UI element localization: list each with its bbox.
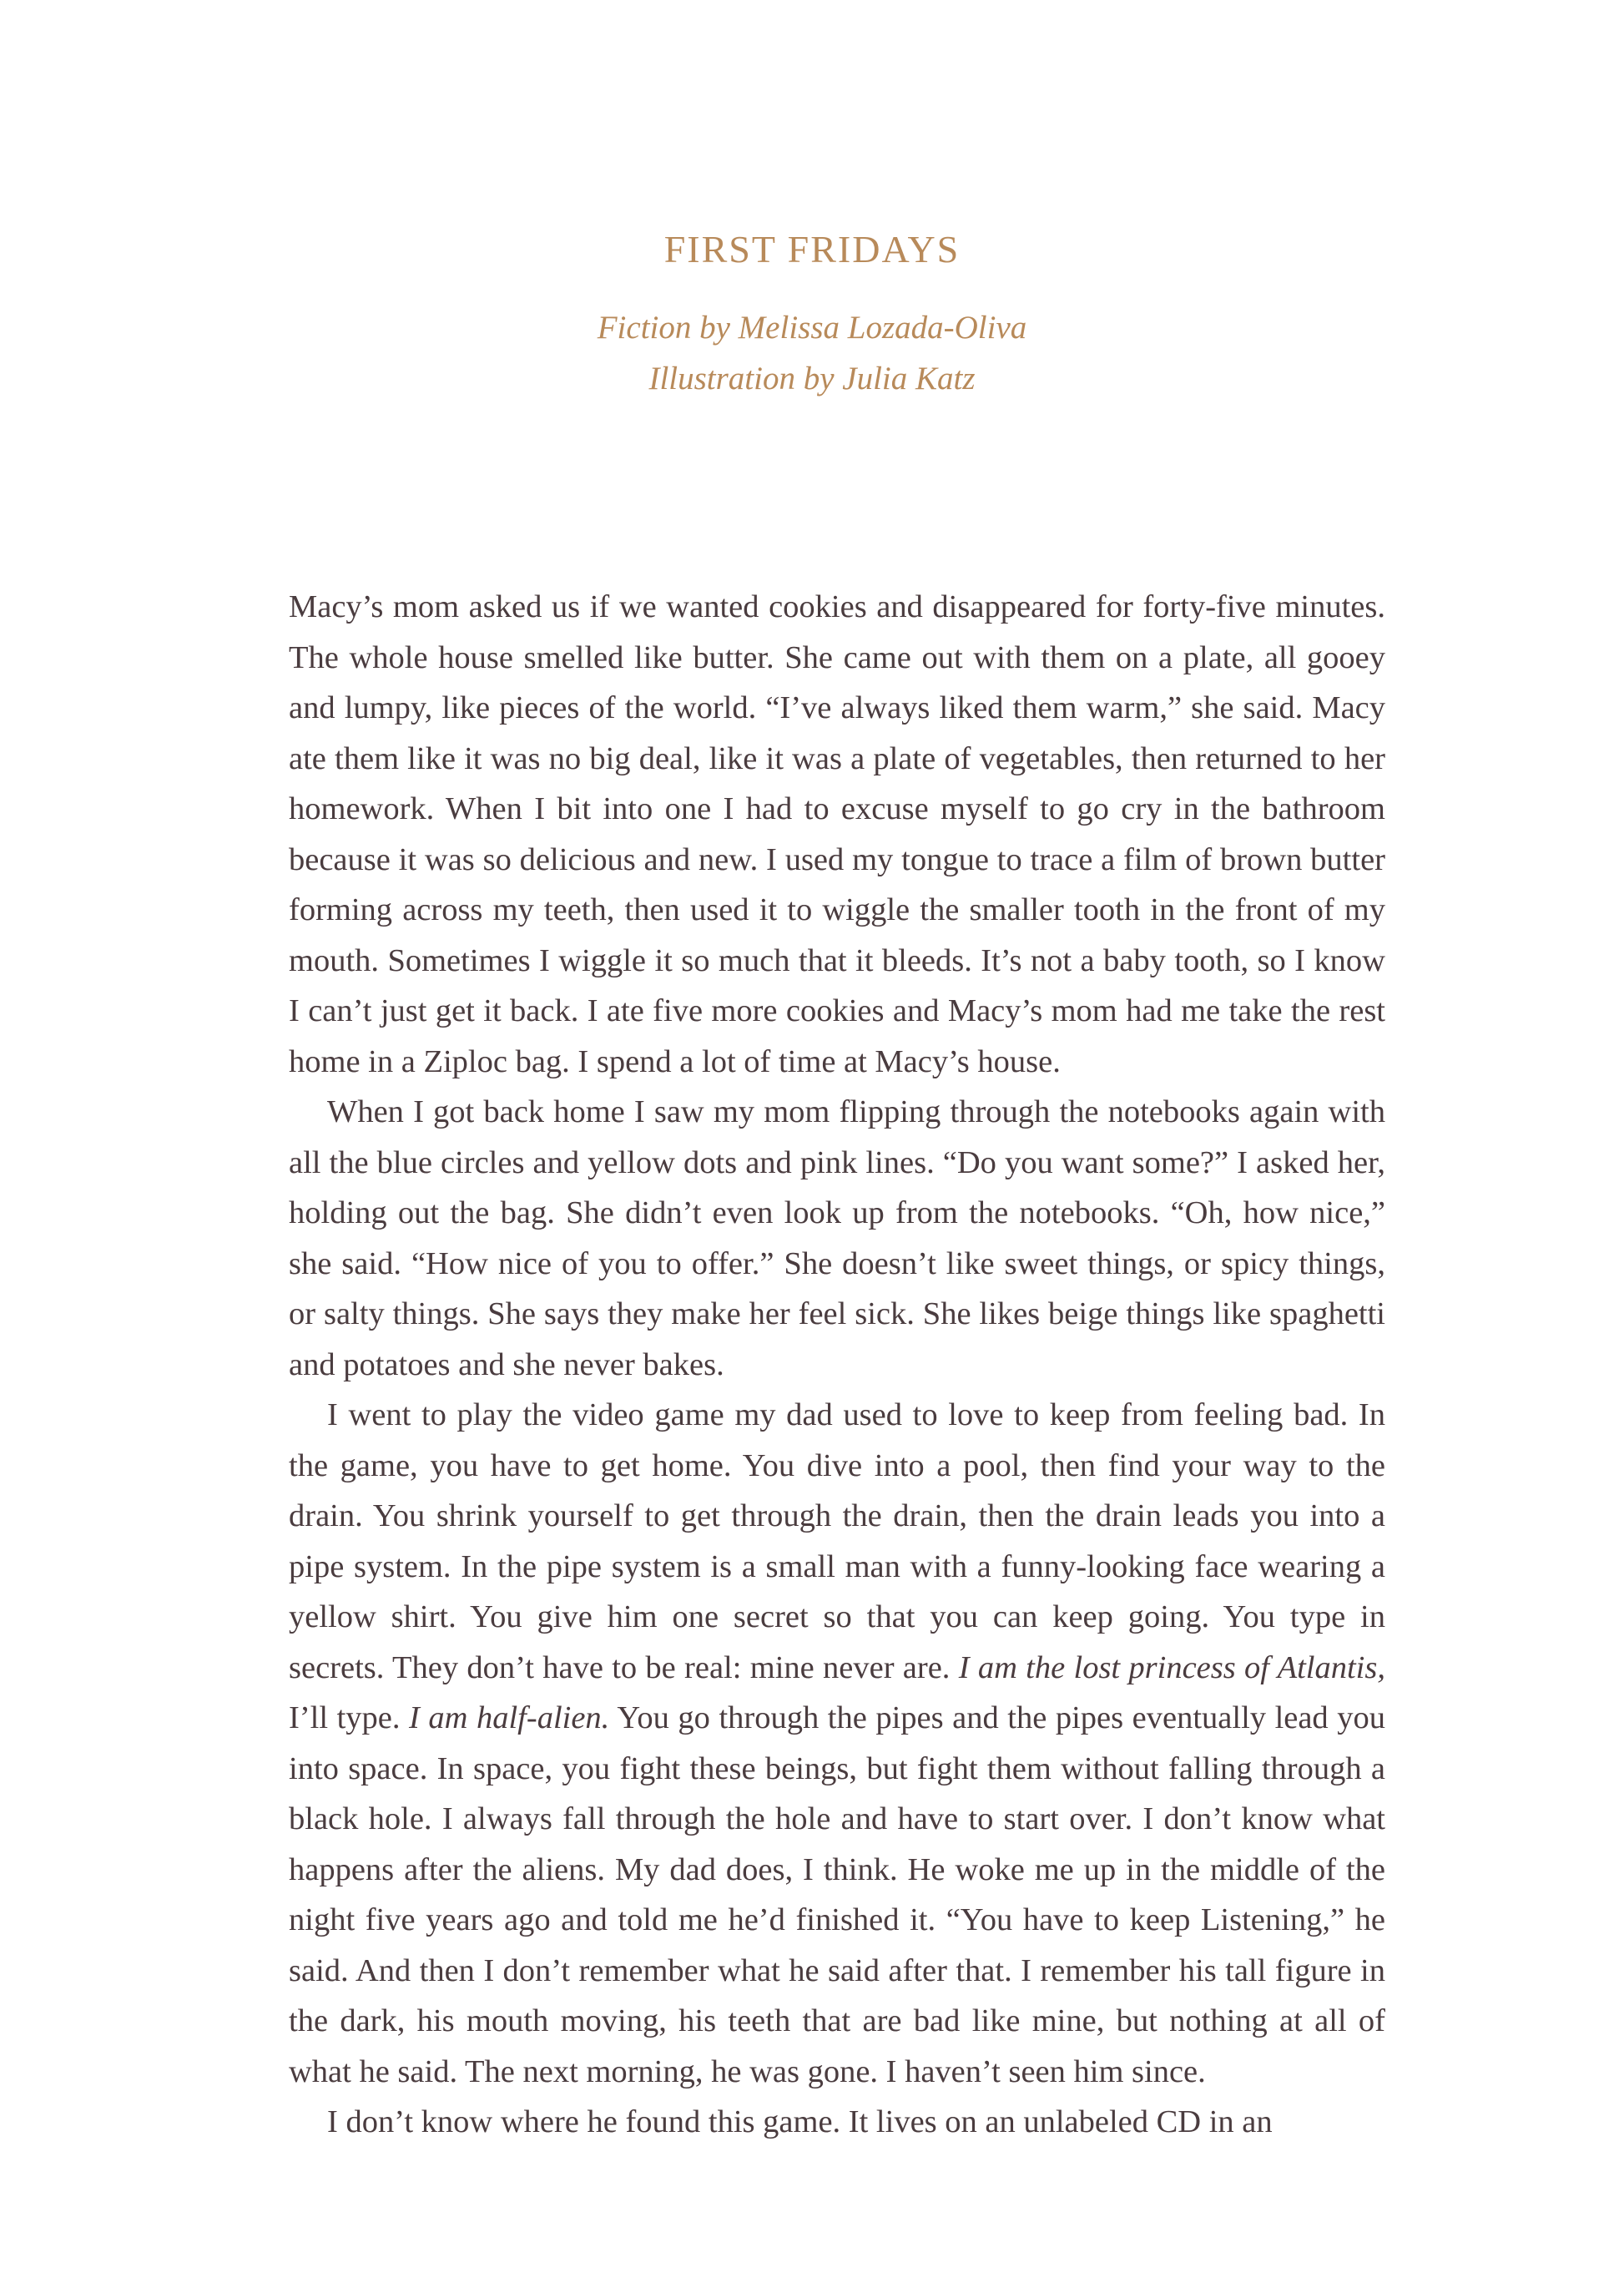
story-body	[289, 582, 1385, 2148]
story-title: FIRST FRIDAYS	[663, 228, 961, 270]
paragraph-3-text-b: I’ll type.	[289, 1700, 410, 1735]
credits	[0, 302, 1624, 404]
paragraph-2: When I got back home I saw my mom flipping through the notebooks again with all the blue circles and yellow dots and pink lines. “Do you want some?” I asked her, holding out the bag. She didn’t even look up from the notebooks. “Oh, how nice,” she said. “How nice of you to offer.” She doesn’t like sweet things, or spicy things, or salty things. She says they make her feel sick. She likes beige things like spaghetti and potatoes and she never bakes.	[289, 1094, 1385, 1382]
fiction-credit: Fiction by Melissa Lozada-Oliva	[597, 310, 1027, 346]
paragraph-3	[289, 1390, 1385, 2097]
paragraph-3-italic-secret-2: I am half-alien.	[409, 1700, 610, 1735]
paragraph-3-italic-secret-1: I am the lost princess of Atlantis,	[958, 1649, 1385, 1685]
paragraph-1: Macy’s mom asked us if we wanted cookies and disappeared for forty-five minutes. The whole house smelled like butter. She came out with them on a plate, all gooey and lumpy, like pieces of the world. “I’ve always liked them warm,” she said. Macy ate them like it was no big deal, like it was a plate of vegetables, then returned to her homework. When I bit into one I had to excuse myself to go cry in the bathroom because it was so delicious and new. I used my tongue to trace a film of brown butter forming across my teeth, then used it to wiggle the smaller tooth in the front of my mouth. Sometimes I wiggle it so much that it bleeds. It’s not a baby tooth, so I know I can’t just get it back. I ate five more cookies and Macy’s mom had me take the rest home in a Ziploc bag. I spend a lot of time at Macy’s house.	[289, 589, 1385, 1079]
paragraph-3-text-a: I went to play the video game my dad used to love to keep from feeling bad. In the game, you have to get home. You dive into a pool, then find your way to the drain. You shrink yourself to get through the drain, then the drain leads you into a pipe system. In the pipe system is a small man with a funny-looking face wearing a yellow shirt. You give him one secret so that you can keep going. You type in secrets. They don’t have to be real: mine never are.	[289, 1397, 1385, 1685]
illustration-credit: Illustration by Julia Katz	[648, 361, 976, 396]
paragraph-4: I don’t know where he found this game. It lives on an unlabeled CD in an	[327, 2104, 1273, 2139]
paragraph-3-text-c: You go through the pipes and the pipes eventually lead you into space. In space, you fight these beings, but fight them without falling through a black hole. I always fall through the hole and have to start over. I don’t know what happens after the aliens. My dad does, I think. He woke me up in the middle of the night five years ago and told me he’d finished it. “You have to keep Listening,” he said. And then I don’t remember what he said after that. I remember his tall figure in the dark, his mouth moving, his teeth that are bad like mine, but nothing at all of what he said. The next morning, he was gone. I haven’t seen him since.	[289, 1700, 1385, 2089]
